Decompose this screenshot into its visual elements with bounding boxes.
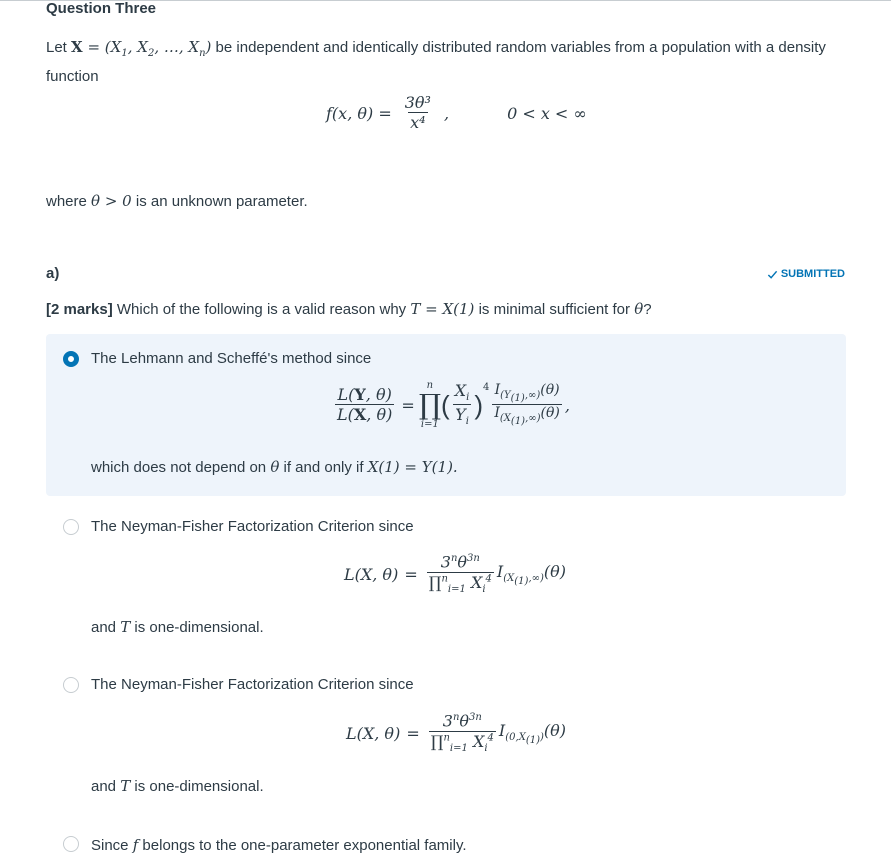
question-title: Question Three (46, 0, 157, 17)
parameter-note: where θ > 0 is an unknown parameter. (46, 192, 308, 210)
question-intro: Let $X = (X_1$, $X_2$, …, $X_n$) be independent and identically distributed random variables from a population with a density function (46, 38, 826, 85)
answer-option-3-note: and T is one-dimensional. (91, 777, 264, 795)
answer-radio-4[interactable] (63, 836, 79, 852)
check-icon (767, 269, 778, 280)
answer-option-2-note: and T is one-dimensional. (91, 618, 264, 636)
factorization-formula-2: L(X, θ) = $\frac{3^n\theta^{3n}}{\prod^n_{i=1} X_i^4}$ $I_{(0,X_{(1)})}(\theta)$ (346, 711, 567, 754)
x-tuple: $X = (X_1$, $X_2$, …, $X_n$) (71, 38, 212, 59)
answer-radio-1[interactable] (63, 351, 79, 367)
answer-option-1-label: The Lehmann and Scheffé's method since (91, 350, 372, 367)
part-prompt: [2 marks] Which of the following is a valid reason why T = X(1) is minimal sufficient for θ? (46, 300, 652, 318)
answer-option-1-condition: which does not depend on θ if and only if X(1) = Y(1). (91, 458, 458, 476)
answer-option-3-label: The Neyman-Fisher Factorization Criterion since (91, 676, 414, 693)
submitted-status: SUBMITTED (767, 268, 845, 280)
likelihood-ratio-formula: $\frac{L(Y, \theta)}{L(X, \theta)}$ = n ∏ i=1 ( $\frac{X_i}{Y_i}$ ) $^4$ $\frac{I_{(Y_{(1)},\infty)}(\theta)}{I_{(X_{(1)},\infty)}(\theta)}$ , (337, 380, 570, 430)
part-label: a) (46, 265, 60, 282)
answer-option-4-label: Since f belongs to the one-parameter exponential family. (91, 836, 467, 854)
factorization-formula-1: L(X, θ) = $\frac{3^n\theta^{3n}}{\prod^n_{i=1} X_i^4}$ $I_{(X_{(1)},\infty)}(\theta)$ (344, 552, 566, 595)
answer-radio-3[interactable] (63, 677, 79, 693)
answer-radio-2[interactable] (63, 519, 79, 535)
answer-option-2-label: The Neyman-Fisher Factorization Criterion since (91, 518, 414, 535)
density-formula: f(x, θ) = $\frac{\text{3θ³}}{\text{x⁴}}$ , 0 < x < ∞ (326, 93, 587, 133)
